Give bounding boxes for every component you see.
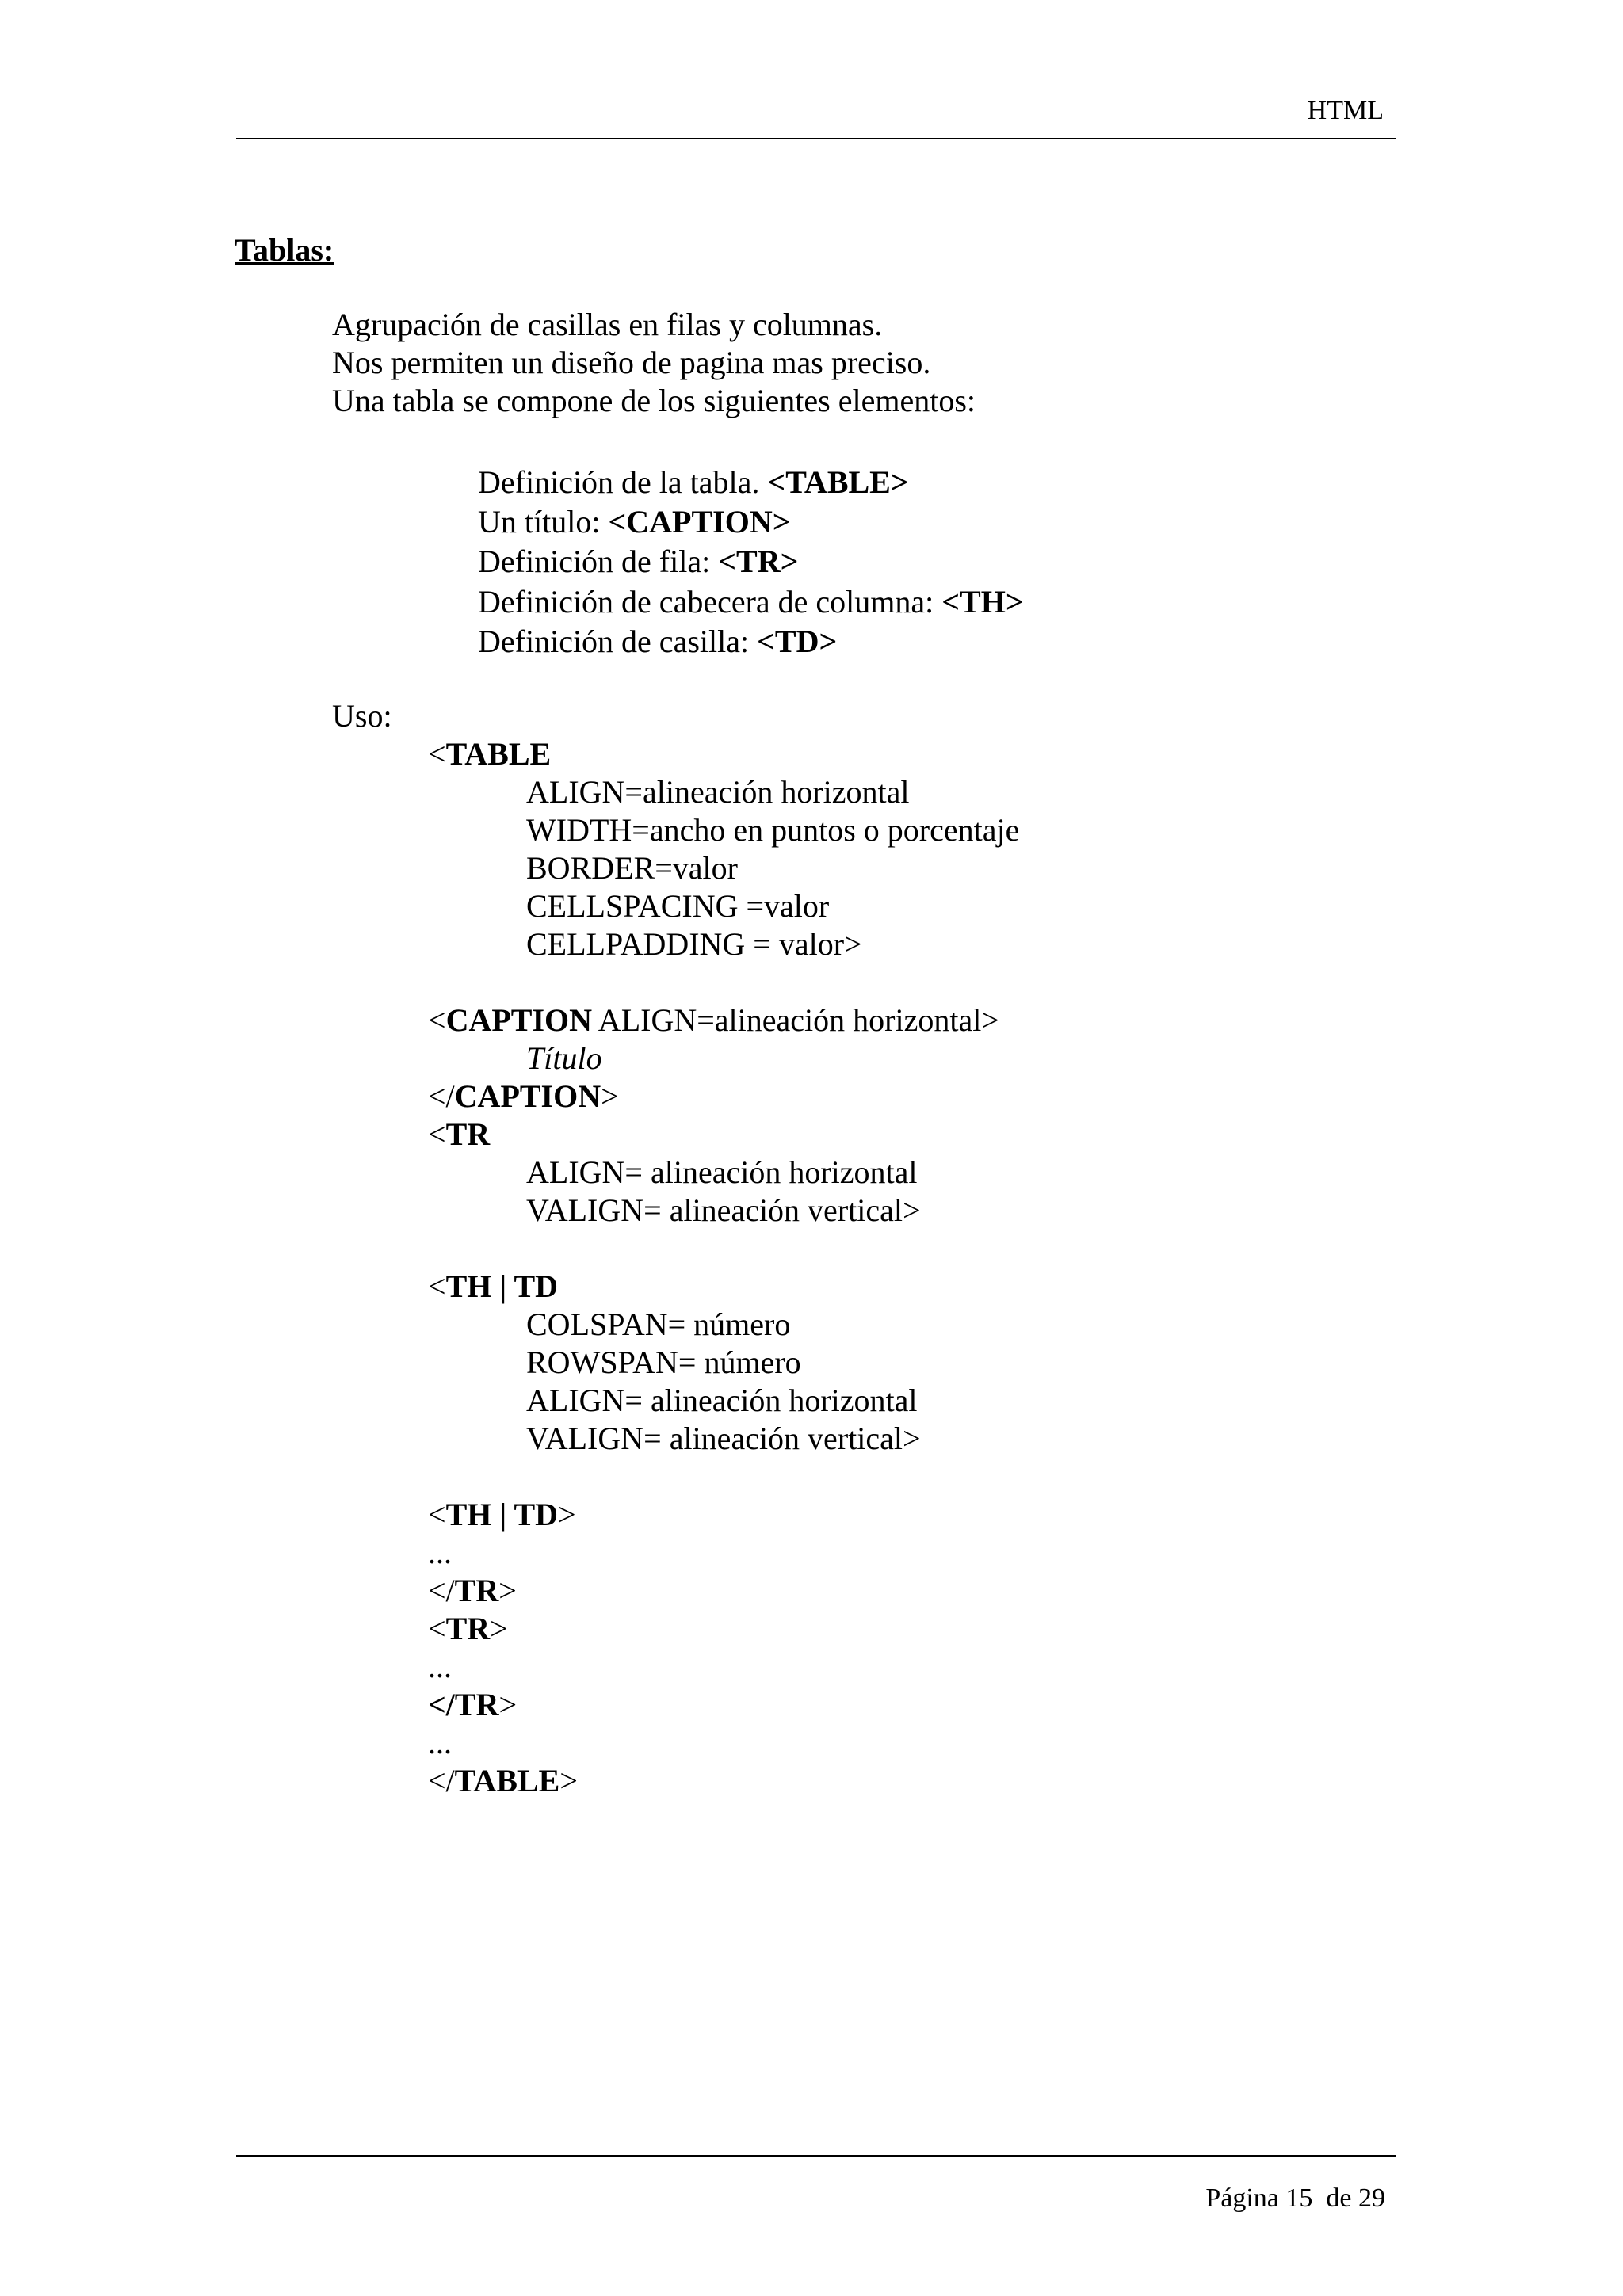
usage-label: Uso:	[332, 698, 392, 734]
code-cell-tag	[428, 1496, 576, 1534]
code-cell-attr-colspan: COLSPAN= número	[526, 1306, 791, 1342]
code-bracket: >	[559, 1763, 578, 1798]
code-tag: TR	[454, 1687, 499, 1722]
code-tag: TH | TD	[445, 1268, 559, 1304]
code-tr-open	[428, 1116, 490, 1154]
code-bracket: </	[428, 1687, 455, 1722]
element-tag: <TR>	[718, 543, 799, 579]
code-ellipsis: ...	[428, 1535, 452, 1570]
code-bracket: <	[428, 1611, 446, 1646]
footer-divider	[236, 2155, 1396, 2157]
element-row	[478, 543, 798, 581]
element-table	[478, 463, 909, 502]
header-divider	[236, 138, 1396, 139]
element-caption	[478, 503, 791, 541]
code-caption-title: Título	[526, 1040, 602, 1076]
code-bracket: <	[428, 1268, 446, 1304]
code-bracket: </	[428, 1078, 455, 1114]
section-title: Tablas:	[235, 232, 334, 268]
code-table-attr-width: WIDTH=ancho en puntos o porcentaje	[526, 812, 1020, 848]
code-bracket: >	[498, 1573, 517, 1608]
element-tag: <TD>	[757, 624, 838, 659]
code-cell-attr-valign: VALIGN= alineación vertical>	[526, 1421, 921, 1456]
code-bracket: <	[428, 1497, 446, 1532]
code-tag: TABLE	[454, 1763, 560, 1798]
code-table-attr-cellspacing: CELLSPACING =valor	[526, 888, 830, 924]
code-cell-open	[428, 1268, 558, 1306]
element-tag: <TABLE>	[767, 464, 909, 500]
code-tr-close	[428, 1572, 517, 1610]
code-tag: TR	[445, 1611, 491, 1646]
code-bracket: >	[498, 1687, 517, 1722]
element-cell	[478, 623, 837, 661]
code-tr-close-2	[428, 1686, 517, 1724]
element-header-cell	[478, 583, 1024, 621]
code-bracket: </	[428, 1763, 455, 1798]
code-table-attr-border: BORDER=valor	[526, 850, 738, 886]
page-number: Página 15 de 29	[1205, 2183, 1385, 2213]
code-tag: TH | TD	[445, 1497, 559, 1532]
code-attr: ALIGN=alineación horizontal>	[592, 1002, 999, 1038]
code-tag: TR	[445, 1116, 491, 1152]
code-tag: CAPTION	[454, 1078, 601, 1114]
element-label: Definición de cabecera de columna:	[478, 584, 942, 620]
code-ellipsis: ...	[428, 1649, 452, 1684]
code-table-attr-align: ALIGN=alineación horizontal	[526, 774, 910, 810]
intro-line-3: Una tabla se compone de los siguientes elementos:	[332, 383, 976, 418]
code-bracket: >	[601, 1078, 619, 1114]
code-tr-attr-valign: VALIGN= alineación vertical>	[526, 1192, 921, 1228]
element-label: Definición de casilla:	[478, 624, 758, 659]
element-label: Definición de la tabla.	[478, 464, 768, 500]
code-bracket: <	[428, 736, 446, 772]
code-bracket: <	[428, 1116, 446, 1152]
page-header-title: HTML	[1307, 96, 1384, 125]
code-bracket: >	[490, 1611, 508, 1646]
element-label: Un título:	[478, 504, 609, 540]
code-table-attr-cellpadding: CELLPADDING = valor>	[526, 926, 862, 962]
code-table-close	[428, 1762, 578, 1800]
intro-line-1: Agrupación de casillas en filas y columnas.	[332, 307, 883, 342]
code-tr-open-2	[428, 1610, 508, 1648]
code-tag: TR	[454, 1573, 499, 1608]
code-bracket: >	[558, 1497, 576, 1532]
code-tag: TABLE	[445, 736, 552, 772]
code-caption-open	[428, 1001, 999, 1039]
code-tag: CAPTION	[445, 1002, 593, 1038]
code-table-open	[428, 735, 551, 773]
element-tag: <CAPTION>	[608, 504, 791, 540]
code-caption-close	[428, 1077, 619, 1116]
code-bracket: </	[428, 1573, 455, 1608]
code-tr-attr-align: ALIGN= alineación horizontal	[526, 1154, 918, 1190]
element-label: Definición de fila:	[478, 543, 719, 579]
element-tag: <TH>	[941, 584, 1024, 620]
intro-line-2: Nos permiten un diseño de pagina mas preciso.	[332, 345, 931, 380]
code-ellipsis: ...	[428, 1725, 452, 1760]
code-cell-attr-rowspan: ROWSPAN= número	[526, 1344, 801, 1380]
code-cell-attr-align: ALIGN= alineación horizontal	[526, 1383, 918, 1418]
code-bracket: <	[428, 1002, 446, 1038]
